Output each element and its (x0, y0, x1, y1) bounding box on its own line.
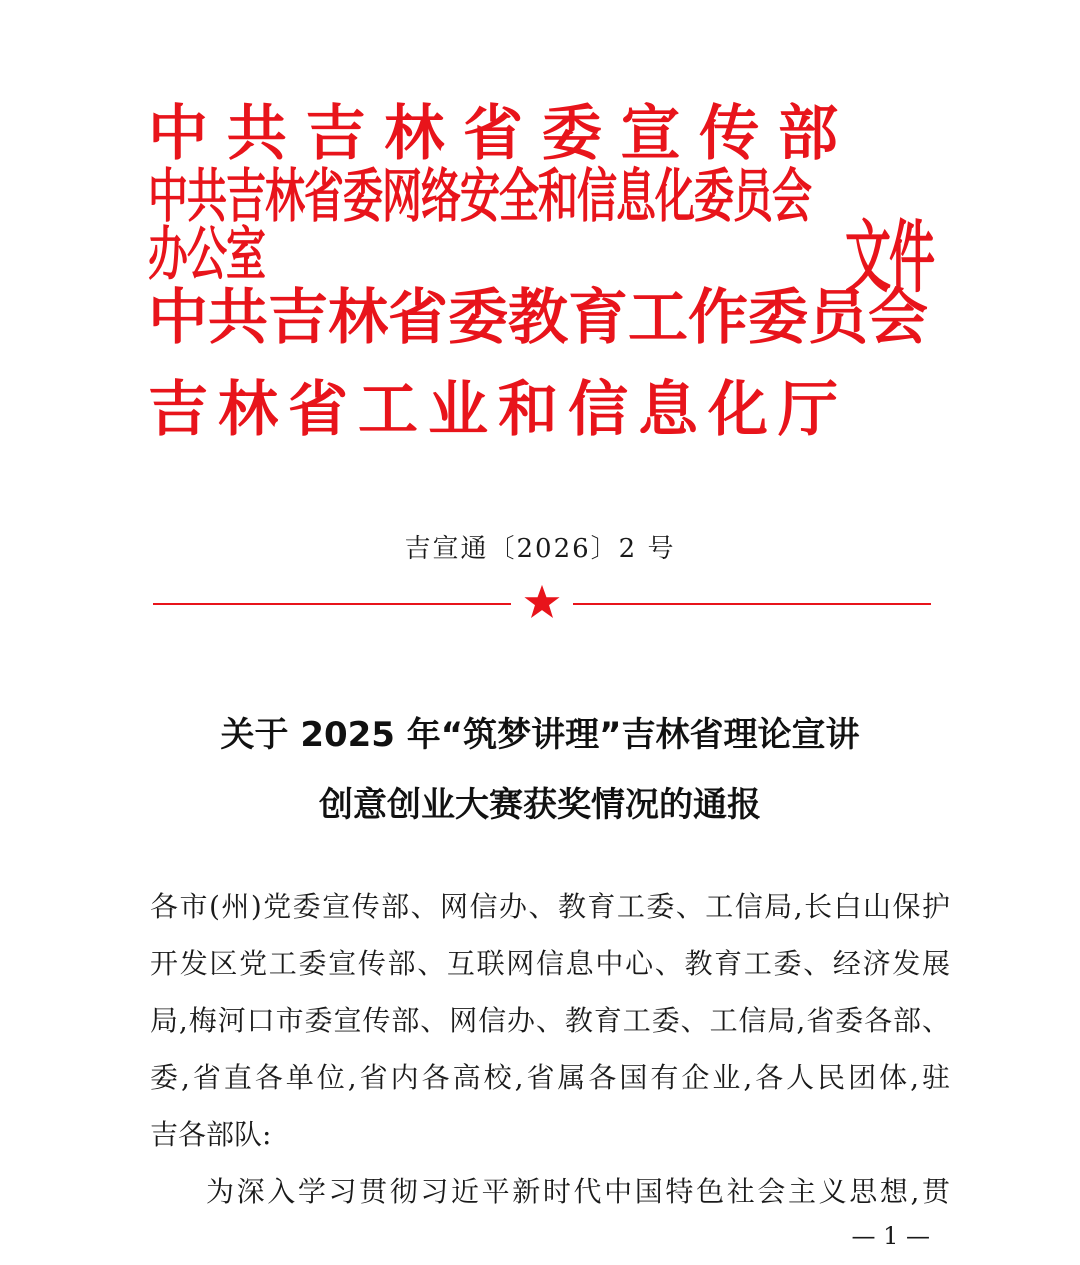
issuer-char: 中 (148, 283, 208, 353)
issuer-char: 林 (218, 375, 278, 445)
issuer-char: 林 (328, 283, 388, 353)
issuer-char: 共 (226, 99, 287, 169)
issuer-char: 信 (568, 375, 628, 445)
issuer-char: 省 (463, 99, 523, 169)
document-suffix: 文件 (845, 211, 933, 303)
issuer-char: 作 (688, 283, 748, 353)
issuer-char: 委 (748, 283, 808, 353)
recipients-line: 委,省直各单位,省内各高校,省属各国有企业,各人民团体,驻 (150, 1061, 950, 1094)
issuer-char: 和 (498, 375, 558, 445)
issuer-char: 教 (508, 283, 568, 353)
issuer-char: 工 (358, 375, 418, 445)
issuer-char: 省 (388, 283, 448, 353)
issuer-line-2: 中共吉林省委网络安全和信息化委员会办公室 (148, 163, 811, 289)
issuer-char: 会 (868, 283, 928, 353)
document-body (150, 878, 950, 1220)
recipients-line: 开发区党工委宣传部、互联网信息中心、教育工委、经济发展 (150, 947, 950, 980)
issuer-char: 委 (541, 99, 602, 169)
issuer-char: 宣 (620, 99, 681, 169)
issuer-line-4 (148, 364, 838, 456)
document-number: 吉宣通〔2026〕2 号 (404, 534, 676, 564)
title-line-1: 关于 2025 年“筑梦讲理”吉林省理论宣讲 (220, 715, 860, 755)
issuer-char: 业 (428, 375, 488, 445)
paragraph-line: 为深入学习贯彻习近平新时代中国特色社会主义思想,贯 (206, 1175, 950, 1208)
issuer-char: 委 (448, 283, 508, 353)
issuer-char: 共 (208, 283, 268, 353)
recipients-line: 吉各部队: (150, 1118, 272, 1151)
issuer-char: 吉 (148, 375, 208, 445)
red-divider-right (573, 603, 931, 605)
issuer-char: 吉 (305, 99, 366, 169)
issuer-char: 传 (699, 99, 760, 169)
red-star-icon (523, 583, 561, 621)
document-title (0, 700, 1080, 840)
title-line-2: 创意创业大赛获奖情况的通报 (319, 785, 761, 825)
issuer-char: 化 (708, 375, 768, 445)
issuer-char: 省 (288, 375, 348, 445)
page-number: — 1 — (851, 1222, 930, 1250)
issuer-char: 息 (638, 375, 698, 445)
issuer-char: 工 (628, 283, 688, 353)
issuer-char: 中 (148, 99, 208, 169)
issuer-char: 林 (384, 99, 445, 169)
recipients-line: 各市(州)党委宣传部、网信办、教育工委、工信局,长白山保护 (150, 890, 950, 923)
issuer-char: 育 (568, 283, 628, 353)
red-divider-left (153, 603, 511, 605)
issuer-char: 吉 (268, 283, 328, 353)
issuer-char: 部 (778, 99, 838, 169)
issuer-char: 员 (808, 283, 868, 353)
issuer-char: 厅 (778, 375, 838, 445)
recipients-line: 局,梅河口市委宣传部、网信办、教育工委、工信局,省委各部、 (150, 1004, 950, 1037)
